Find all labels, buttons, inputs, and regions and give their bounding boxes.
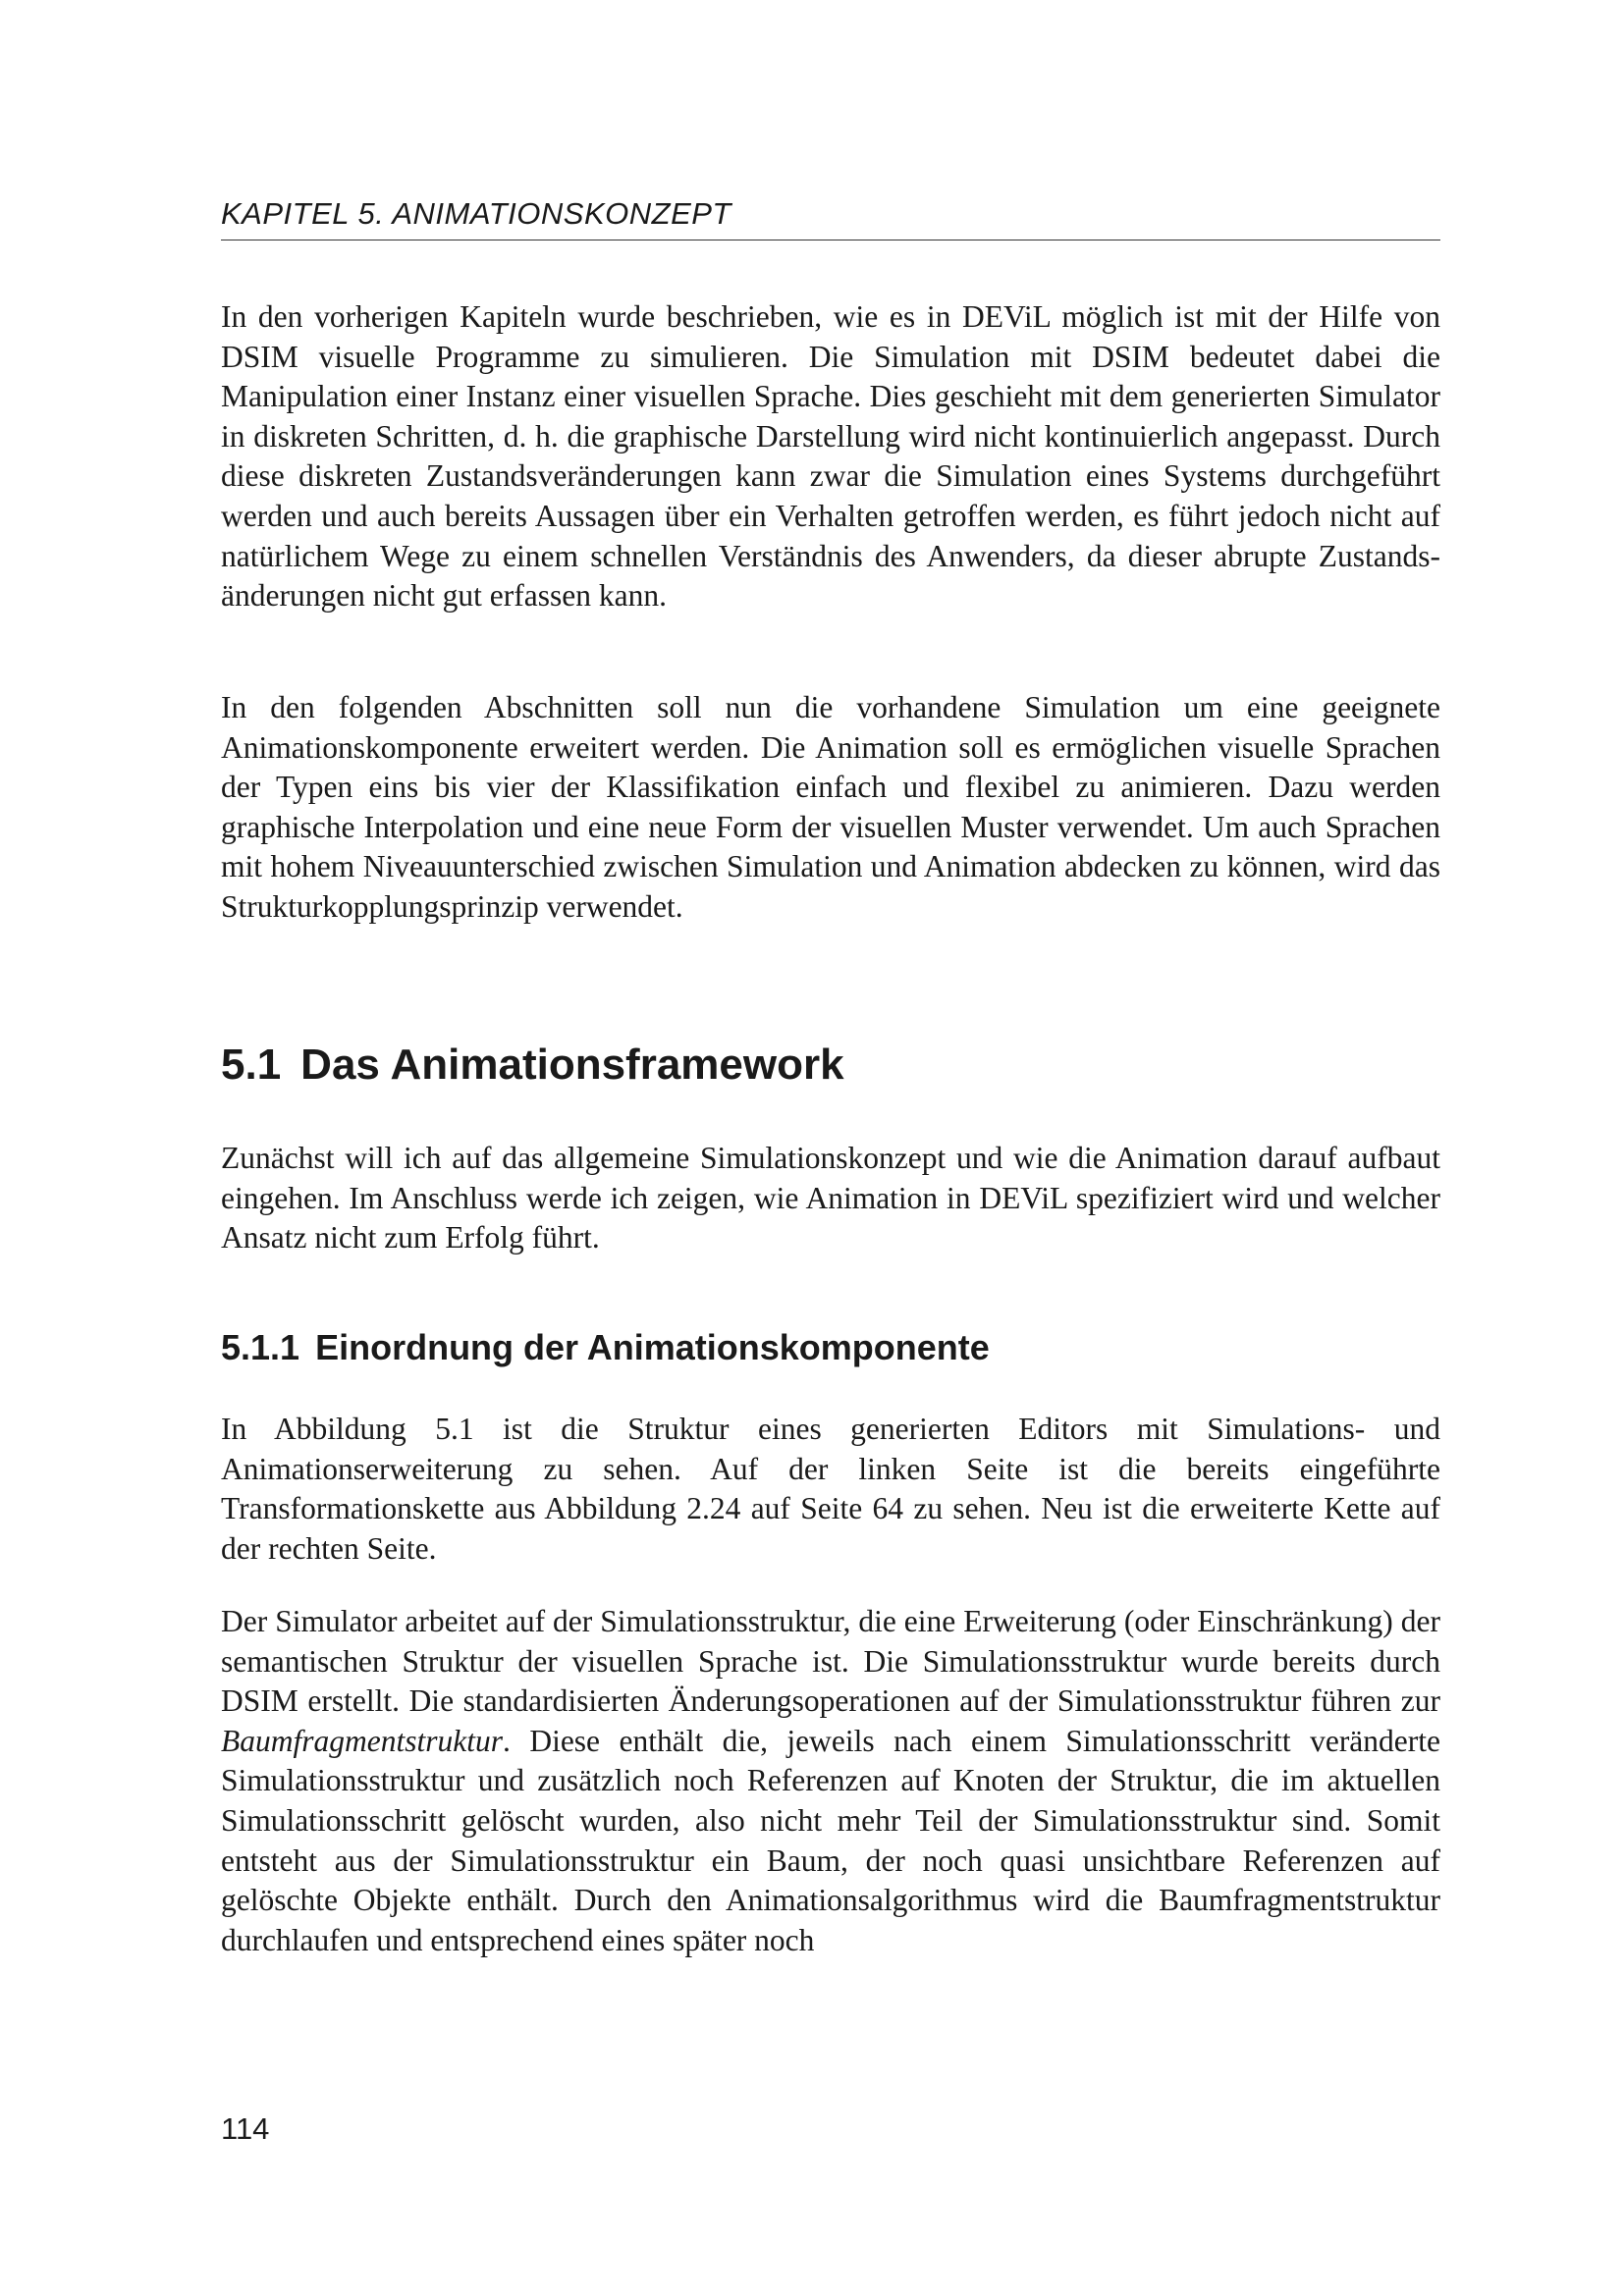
subsection-heading: [221, 1325, 990, 1370]
emphasized-term: Baumfragmentstruktur: [221, 1723, 503, 1758]
intro-paragraph-1: In den vorherigen Kapiteln wurde beschrieben, wie es in DEViL möglich ist mit der Hilfe von DSIM visuelle Programme zu simulieren. Die Simulation mit DSIM bedeutet dabei die Manipulation einer Instanz einer visuellen Sprache. Dies geschieht mit dem generierten Simulator in diskreten Schritten, d. h. die graphische Darstellung wird nicht kontinuierlich angepasst. Durch diese diskreten Zustandsveränderungen kann zwar die Simulation eines Systems durchgeführt werden und auch bereits Aussagen über ein Verhalten getroffen werden, es führt jedoch nicht auf natürlichem Wege zu einem schnellen Verständnis des Anwenders, da dieser abrupte Zustandsänderungen nicht gut erfassen kann.: [221, 299, 1440, 614]
document-page: [221, 0, 1440, 2296]
subsection-paragraph-1: In Abbildung 5.1 ist die Struktur eines generierten Editors mit Simulations- und Animationserweiterung zu sehen. Auf der linken Seite ist die bereits eingeführte Transformationskette aus Abbildung 2.24 auf Seite 64 zu sehen. Neu ist die erweiterte Kette auf der rechten Seite.: [221, 1412, 1440, 1566]
section-paragraph: Zunächst will ich auf das allgemeine Simulationskonzept und wie die Animation darauf aufbaut eingehen. Im Anschluss werde ich zeigen, wie Animation in DEViL spezifiziert wird und welcher Ansatz nicht zum Erfolg führt.: [221, 1141, 1440, 1255]
running-head: KAPITEL 5. ANIMATIONSKONZEPT: [221, 196, 731, 231]
subsection-number: 5.1.1: [221, 1327, 300, 1367]
subsection-title: Einordnung der Animationskomponente: [315, 1327, 990, 1367]
page-number: 114: [221, 2111, 270, 2146]
section-number: 5.1: [221, 1041, 282, 1089]
subsection-paragraph-2: [221, 1602, 1440, 1960]
intro-paragraph-2: In den folgenden Abschnitten soll nun die vorhandene Simulation um eine geeignete Animationskomponente erweitert werden. Die Animation soll es ermöglichen visuelle Sprachen der Typen eins bis vier der Klassifikation einfach und flexibel zu animieren. Dazu werden graphische Interpolation und eine neue Form der visuellen Muster verwendet. Um auch Sprachen mit hohem Niveauunterschied zwischen Simulation und Animation abdecken zu können, wird das Strukturkopplungsprinzip verwendet.: [221, 690, 1440, 924]
section-heading: [221, 1038, 844, 1093]
section-title: Das Animationsframework: [300, 1041, 844, 1089]
paragraph-text-before: Der Simulator arbeitet auf der Simulationsstruktur, die eine Erweiterung (oder Einschränkung) der semantischen Struktur der visuellen Sprache ist. Die Simulationsstruktur wurde bereits durch DSIM erstellt. Die standardisierten Änderungsoperationen auf der Simulationsstruktur führen zur: [221, 1604, 1440, 1719]
paragraph-text-after: . Diese enthält die, jeweils nach einem Simulationsschritt veränderte Simulationsstruktur und zusätzlich noch Referenzen auf Knoten der Struktur, die im aktuellen Simulationsschritt gelöscht wurden, also nicht mehr Teil der Simulationsstruktur sind. Somit entsteht aus der Simulationsstruktur ein Baum, der noch quasi unsichtbare Referenzen auf gelöschte Objekte enthält. Durch den Animationsalgorithmus wird die Baumfragmentstruktur durchlaufen und entsprechend eines später noch: [221, 1723, 1440, 1957]
